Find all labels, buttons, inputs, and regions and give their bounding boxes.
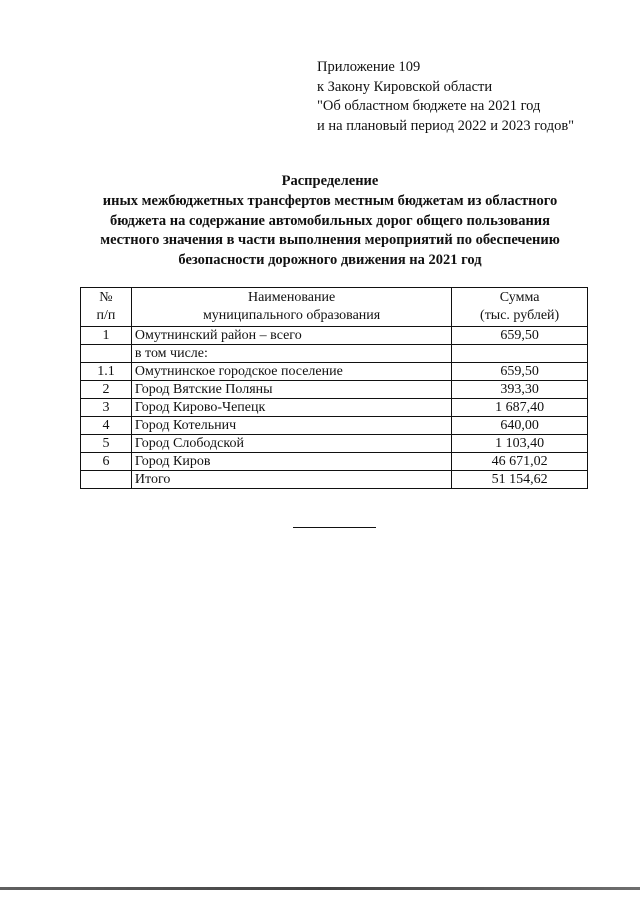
row-number: 1 <box>81 327 132 345</box>
row-name: Омутнинское городское поселение <box>131 363 451 381</box>
row-number: 1.1 <box>81 363 132 381</box>
title-line: бюджета на содержание автомобильных дорог общего пользования <box>109 212 551 229</box>
row-number: 6 <box>81 453 132 471</box>
header-sum-line2: (тыс. рублей) <box>480 308 560 323</box>
scan-bottom-edge <box>0 887 640 890</box>
row-name: Омутнинский район – всего <box>131 327 451 345</box>
row-name: Город Кирово-Чепецк <box>131 399 451 417</box>
table-row <box>81 363 588 381</box>
row-name: Город Киров <box>131 453 451 471</box>
header-name-line1: Наименование <box>247 290 336 305</box>
table-total-row <box>81 471 588 489</box>
distribution-table <box>80 287 588 489</box>
title-line: местного значения в части выполнения мероприятий по обеспечению <box>100 232 560 249</box>
table-row <box>81 381 588 399</box>
row-sum: 51 154,62 <box>452 471 588 489</box>
row-number <box>81 345 132 363</box>
header-sum-line1: Сумма <box>499 290 540 305</box>
table-row <box>81 345 588 363</box>
row-name: Город Вятские Поляны <box>131 381 451 399</box>
row-number: 2 <box>81 381 132 399</box>
separator-line <box>293 527 376 528</box>
row-name: Город Слободской <box>131 435 451 453</box>
table-row <box>81 399 588 417</box>
table-row <box>81 435 588 453</box>
document-title <box>80 172 580 271</box>
row-number: 3 <box>81 399 132 417</box>
row-sum <box>452 345 588 363</box>
appendix-line: "Об областном бюджете на 2021 год <box>317 98 541 114</box>
table-row <box>81 453 588 471</box>
row-name: в том числе: <box>131 345 451 363</box>
title-line: безопасности дорожного движения на 2021 год <box>178 252 482 269</box>
row-name: Итого <box>131 471 451 489</box>
row-number <box>81 471 132 489</box>
row-sum: 1 687,40 <box>452 399 588 417</box>
header-number-line1: № <box>99 290 113 305</box>
header-sum <box>452 288 588 327</box>
title-line: иных межбюджетных трансфертов местным бюджетам из областного <box>102 192 558 209</box>
row-sum: 1 103,40 <box>452 435 588 453</box>
title-line: Распределение <box>281 173 379 189</box>
row-name: Город Котельнич <box>131 417 451 435</box>
header-name-line2: муниципального образования <box>202 308 381 323</box>
table-header-row <box>81 288 588 327</box>
row-sum: 659,50 <box>452 327 588 345</box>
row-number: 4 <box>81 417 132 435</box>
appendix-line: и на плановый период 2022 и 2023 годов" <box>317 117 575 134</box>
table-row <box>81 327 588 345</box>
appendix-note <box>317 58 574 136</box>
appendix-line: к Закону Кировской области <box>317 78 493 95</box>
appendix-line: Приложение 109 <box>317 59 421 75</box>
row-sum: 46 671,02 <box>452 453 588 471</box>
row-sum: 659,50 <box>452 363 588 381</box>
header-name <box>131 288 451 327</box>
row-sum: 393,30 <box>452 381 588 399</box>
table-row <box>81 417 588 435</box>
row-number: 5 <box>81 435 132 453</box>
header-number-line2: п/п <box>96 308 116 323</box>
header-number <box>81 288 132 327</box>
row-sum: 640,00 <box>452 417 588 435</box>
